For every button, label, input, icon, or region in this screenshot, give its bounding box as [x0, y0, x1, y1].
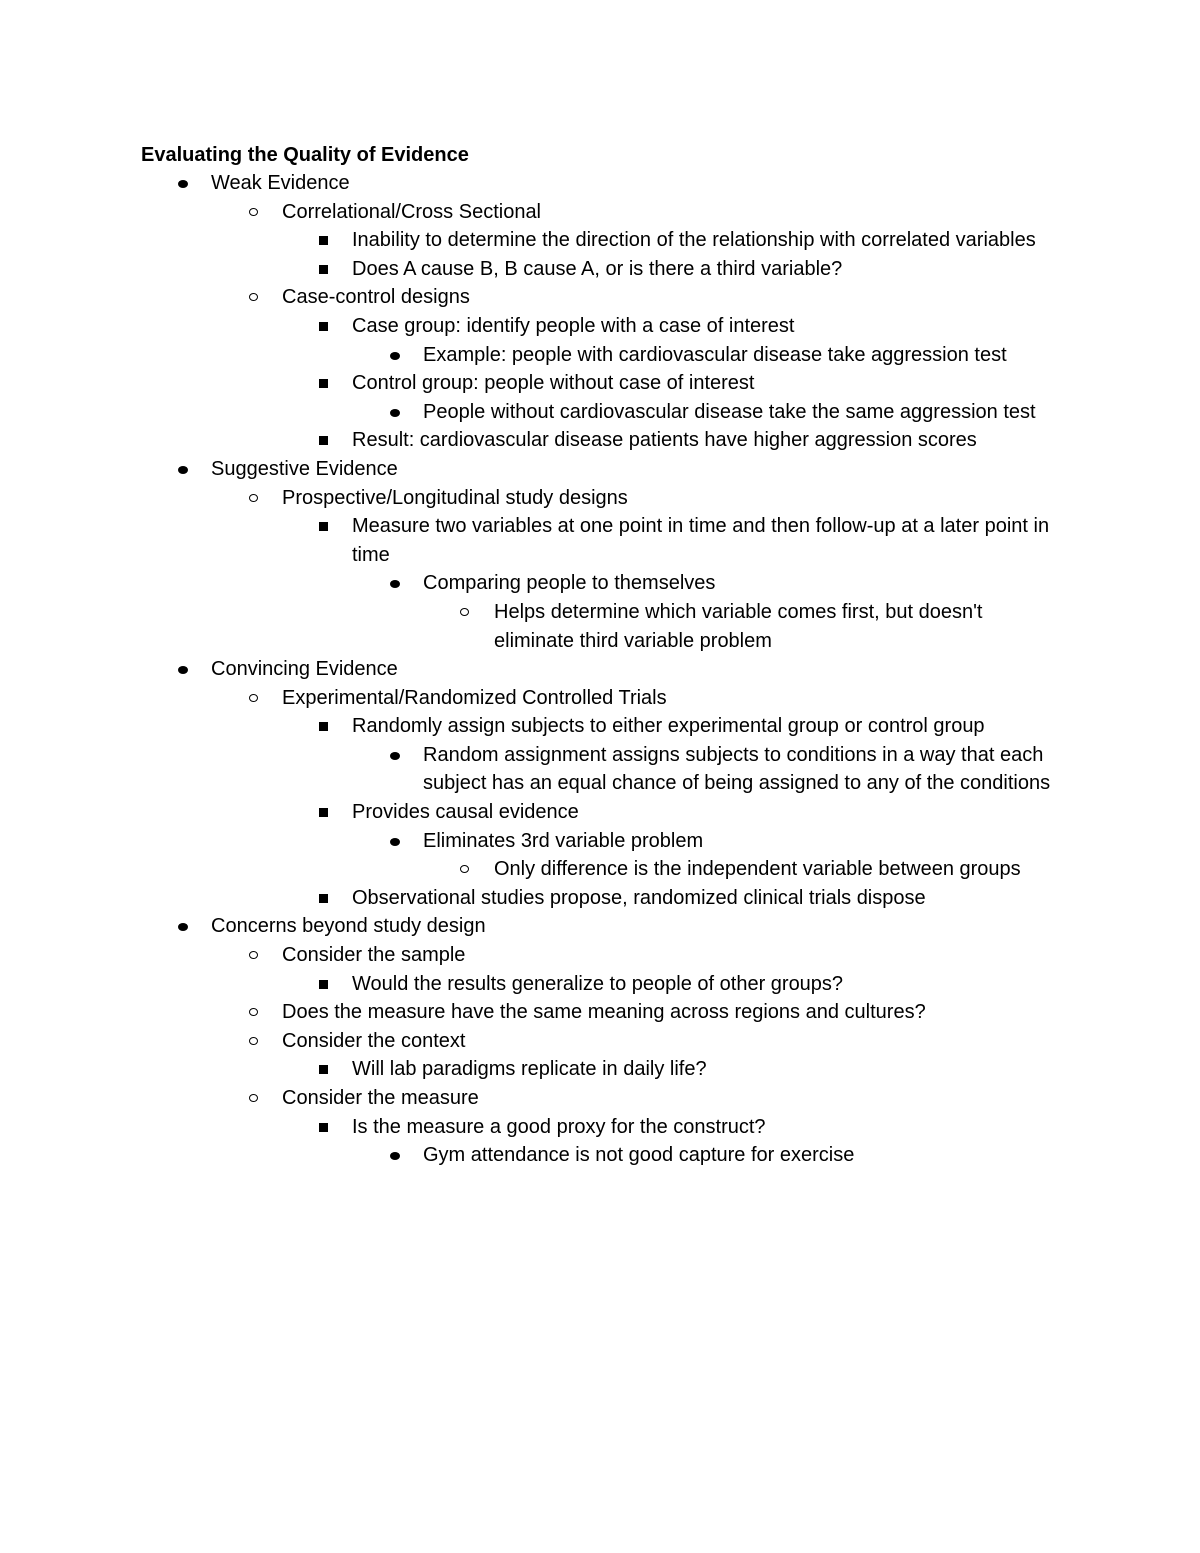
- list-item-text: Observational studies propose, randomized clinical trials dispose: [352, 886, 926, 909]
- list-item: [0, 855, 1054, 884]
- square-bullet-icon: [319, 1065, 328, 1074]
- list-item: [0, 1055, 1052, 1084]
- square-bullet-icon: [319, 894, 328, 903]
- list-item: [0, 1113, 1052, 1142]
- hollow-circle-bullet-icon: [249, 494, 258, 502]
- list-item: [0, 398, 1053, 427]
- bullet-outline: [0, 169, 1200, 1170]
- square-bullet-icon: [319, 522, 328, 531]
- list-item: [0, 312, 1052, 341]
- list-item-text: Provides causal evidence: [352, 801, 579, 824]
- list-item: [0, 684, 1051, 713]
- list-item: [0, 426, 1052, 455]
- filled-circle-bullet-icon: [390, 838, 400, 846]
- document-title: Evaluating the Quality of Evidence: [141, 144, 469, 166]
- list-item: [0, 341, 1053, 370]
- list-item-text: Will lab paradigms replicate in daily life?: [352, 1058, 707, 1081]
- list-item: [0, 827, 1053, 856]
- filled-circle-bullet-icon: [390, 352, 400, 360]
- list-item-text: Result: cardiovascular disease patients have higher aggression scores: [352, 429, 977, 452]
- square-bullet-icon: [319, 322, 328, 331]
- list-item-text: People without cardiovascular disease take the same aggression test: [423, 400, 1036, 423]
- list-item-text: Consider the context: [282, 1029, 466, 1052]
- list-item: [0, 912, 1051, 941]
- square-bullet-icon: [319, 436, 328, 445]
- list-item-text: Measure two variables at one point in time and then follow-up at a later point in time: [352, 515, 1050, 566]
- list-item-text: Only difference is the independent variable between groups: [494, 858, 1021, 881]
- list-item: [0, 884, 1052, 913]
- hollow-circle-bullet-icon: [460, 608, 469, 616]
- list-item-text: Example: people with cardiovascular disease take aggression test: [423, 343, 1007, 366]
- list-item: [0, 1084, 1051, 1113]
- list-item-text: Inability to determine the direction of the relationship with correlated variables: [352, 229, 1036, 252]
- list-item: [0, 941, 1051, 970]
- list-item: [0, 169, 1051, 198]
- list-item-text: Does the measure have the same meaning across regions and cultures?: [282, 1001, 926, 1024]
- list-item: [0, 970, 1052, 999]
- square-bullet-icon: [319, 1123, 328, 1132]
- filled-circle-bullet-icon: [178, 666, 188, 674]
- square-bullet-icon: [319, 265, 328, 274]
- list-item: [0, 455, 1051, 484]
- list-item: [0, 255, 1052, 284]
- list-item-text: Consider the measure: [282, 1087, 479, 1109]
- hollow-circle-bullet-icon: [249, 951, 258, 959]
- list-item-text: Experimental/Randomized Controlled Trials: [282, 686, 667, 709]
- filled-circle-bullet-icon: [178, 180, 188, 188]
- hollow-circle-bullet-icon: [249, 293, 258, 301]
- filled-circle-bullet-icon: [178, 466, 188, 474]
- list-item-text: Suggestive Evidence: [211, 457, 398, 480]
- list-item: [0, 512, 1052, 569]
- list-item: [0, 198, 1051, 227]
- list-item: [0, 741, 1053, 798]
- hollow-circle-bullet-icon: [249, 694, 258, 702]
- list-item-text: Gym attendance is not good capture for exercise: [423, 1144, 855, 1167]
- list-item: [0, 1141, 1053, 1170]
- list-item-text: Consider the sample: [282, 944, 466, 967]
- list-item-text: Would the results generalize to people of other groups?: [352, 972, 844, 995]
- list-item: [0, 1027, 1051, 1056]
- filled-circle-bullet-icon: [390, 752, 400, 760]
- list-item-text: Control group: people without case of interest: [352, 372, 755, 395]
- list-item-text: Correlational/Cross Sectional: [282, 200, 542, 223]
- hollow-circle-bullet-icon: [249, 1037, 258, 1045]
- square-bullet-icon: [319, 379, 328, 388]
- square-bullet-icon: [319, 236, 328, 245]
- filled-circle-bullet-icon: [390, 409, 400, 417]
- list-item-text: Eliminates 3rd variable problem: [423, 829, 704, 852]
- list-item: [0, 798, 1052, 827]
- list-item-text: Does A cause B, B cause A, or is there a third variable?: [352, 257, 843, 280]
- list-item-text: Concerns beyond study design: [211, 915, 486, 938]
- list-item: [0, 598, 1054, 655]
- list-item: [0, 226, 1052, 255]
- list-item-text: Randomly assign subjects to either experimental group or control group: [352, 715, 985, 738]
- list-item-text: Weak Evidence: [211, 172, 350, 194]
- square-bullet-icon: [319, 808, 328, 817]
- hollow-circle-bullet-icon: [249, 208, 258, 216]
- list-item-text: Prospective/Longitudinal study designs: [282, 486, 628, 509]
- filled-circle-bullet-icon: [390, 580, 400, 588]
- hollow-circle-bullet-icon: [249, 1094, 258, 1102]
- square-bullet-icon: [319, 722, 328, 731]
- hollow-circle-bullet-icon: [249, 1008, 258, 1016]
- list-item-text: Comparing people to themselves: [423, 572, 716, 595]
- list-item-text: Random assignment assigns subjects to conditions in a way that each subject has an equal chance of being assigned to any of the conditions: [423, 743, 1051, 795]
- list-item: [0, 484, 1051, 513]
- list-item-text: Helps determine which variable comes first, but doesn't eliminate third variable problem: [494, 600, 983, 652]
- list-item-text: Is the measure a good proxy for the construct?: [352, 1115, 766, 1138]
- list-item: [0, 998, 1051, 1027]
- list-item: [0, 369, 1052, 398]
- filled-circle-bullet-icon: [178, 923, 188, 931]
- hollow-circle-bullet-icon: [460, 865, 469, 873]
- list-item-text: Convincing Evidence: [211, 658, 398, 681]
- list-item: [0, 283, 1051, 312]
- list-item-text: Case-control designs: [282, 286, 470, 309]
- list-item-text: Case group: identify people with a case of interest: [352, 314, 795, 337]
- list-item: [0, 655, 1051, 684]
- list-item: [0, 712, 1052, 741]
- list-item: [0, 569, 1053, 598]
- square-bullet-icon: [319, 980, 328, 989]
- filled-circle-bullet-icon: [390, 1152, 400, 1160]
